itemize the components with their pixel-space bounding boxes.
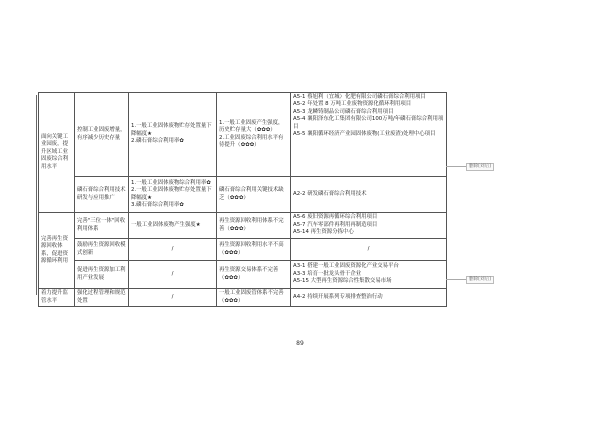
measure-cell: 鼓励再生资源回收模式创新 (75, 239, 129, 261)
plan-table (38, 92, 447, 307)
category-cell: 着力提升监管水平 (39, 289, 75, 307)
category-cell: 面向关键工业园废，提升区域工业固废综合利用水平 (39, 93, 75, 213)
target-cell: 一般工业固体废物产生强度★ (129, 213, 217, 239)
page-number: 89 (296, 340, 304, 347)
measure-cell: 控制工业固废增量，有序减少历史存量 (75, 93, 129, 177)
category-cell: 完善再生资源回收体系，促进资源循环利用 (39, 213, 75, 289)
table-row (39, 261, 447, 289)
measure-cell: 完善"三位一体"回收利用体系 (75, 213, 129, 239)
measure-cell: 磷石膏综合利用技术研发与应用推广 (75, 177, 129, 213)
target-cell: / (129, 289, 217, 307)
project-cell: A5-1 蔡旭利（宜城）化肥有限公司磷石膏综合利用项目 A5-2 年处置 8 万吨工业废物资源化循环利用项目 A5-3 龙鳞铸制品公司磷石膏综合利用项目 A5-4 襄阳泽东化工集团有限公司100万吨/年磷石膏综合利用项目 A5-5 襄阳循环经济产业园固体废物(工业废渣)处理中心项目 (291, 93, 447, 177)
table-row (39, 177, 447, 213)
project-cell: A3-1 搭建一般工业固废资源化产业交易平台 A3-3 培育一批龙头骨干企业 A5-15 大型再生资源综合性集散交易市场 (291, 261, 447, 289)
comment-connector (446, 166, 468, 167)
indicator-cell: 磷石膏综合利用关键技术缺乏（✿✿✿） (217, 177, 291, 213)
target-cell: / (129, 261, 217, 289)
indicator-cell: 1.一般工业固废产生强度，历史贮存量大（✿✿✿） 2.工业固废综合利用水平有待提升（✿✿✿） (217, 93, 291, 177)
revision-comment[interactable]: 删除[刘后] (466, 276, 494, 284)
table-row (39, 239, 447, 261)
measure-cell: 强化过程管理和规范处置 (75, 289, 129, 307)
table-row (39, 93, 447, 177)
indicator-cell: 再生资源交易体系不完善（✿✿✿） (217, 261, 291, 289)
project-cell: / (291, 239, 447, 261)
indicator-cell: 再生资源回收利用体系不完善（✿✿✿） (217, 213, 291, 239)
table-row (39, 213, 447, 239)
project-cell: A4-2 持续开展系列专项排查整治行动 (291, 289, 447, 307)
measure-cell: 促进再生资源加工利用产业发展 (75, 261, 129, 289)
indicator-cell: 一般工业固废管体系不完善（✿✿✿） (217, 289, 291, 307)
project-cell: A5-6 废旧资源再循环综合利用项目 A5-7 汽车零部件再利用再制造项目 A5-14 再生资源分拣中心 (291, 213, 447, 239)
indicator-cell: 再生资源回收利用水平不高（✿✿✿） (217, 239, 291, 261)
revision-bar (36, 95, 37, 295)
revision-comment[interactable]: 删除[刘后] (466, 163, 494, 171)
comment-connector (446, 279, 468, 280)
target-cell: / (129, 239, 217, 261)
target-cell: 1.一般工业固体废物贮存处置量下降幅度★ 2.磷石膏综合利用率✿ (129, 93, 217, 177)
table-row (39, 289, 447, 307)
project-cell: A2-2 研发磷石膏综合利用技术 (291, 177, 447, 213)
target-cell: 1.一般工业固体废物综合利用率✿ 2.一般工业固体废物贮存处置量下降幅度★ 3.磷石膏综合利用率✿ (129, 177, 217, 213)
